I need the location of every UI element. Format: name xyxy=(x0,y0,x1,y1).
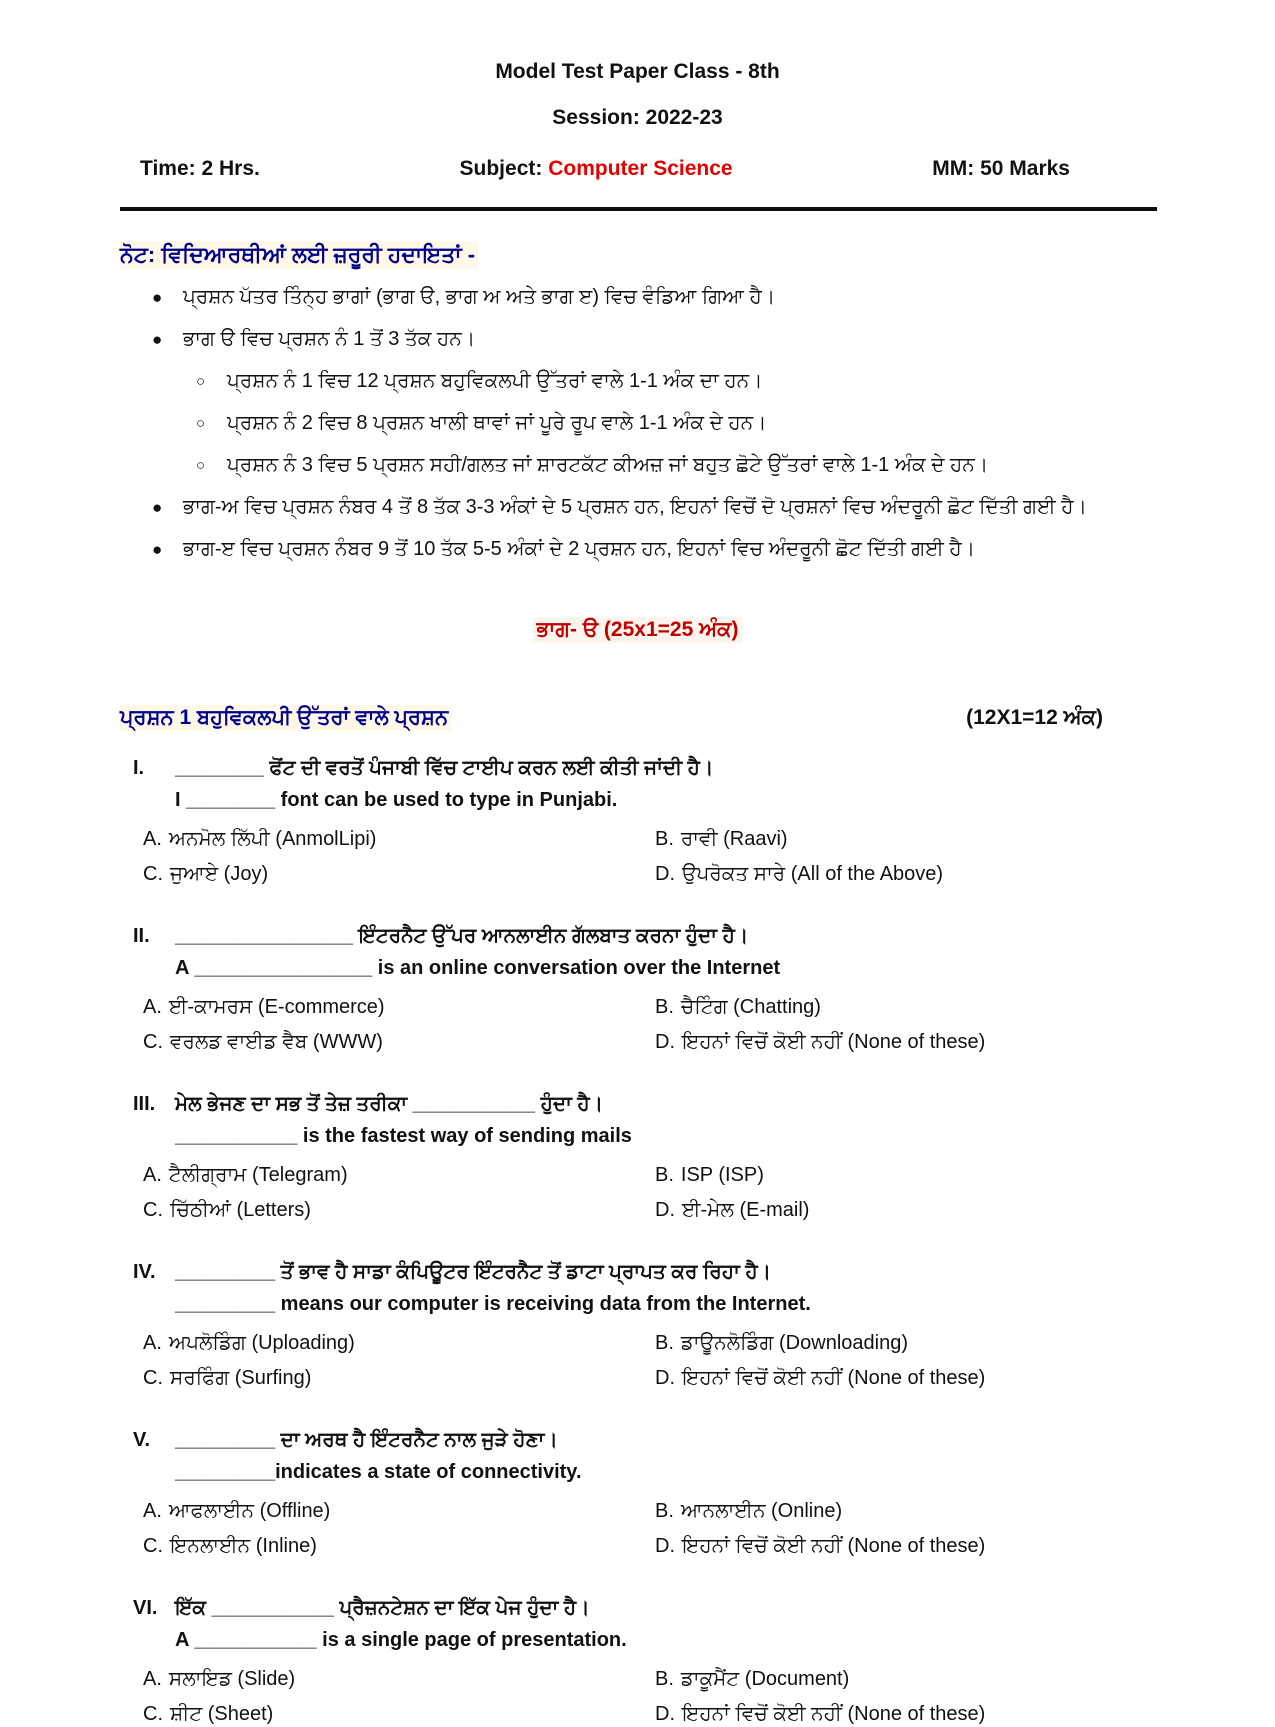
subject-label: Subject: xyxy=(459,157,543,180)
option-label: C. xyxy=(143,1031,163,1053)
instructions-list xyxy=(0,284,1275,563)
question-body xyxy=(143,755,1205,887)
option-text: ਇਹਨਾਂ ਵਿਚੋਂ ਕੋਈ ਨਹੀਂ (None of these) xyxy=(682,1031,986,1053)
question-text-english: ___________ is the fastest way of sending mails xyxy=(175,1125,632,1147)
question-text-punjabi: ________________ ਇੰਟਰਨੈਟ ਉੱਪਰ ਆਨਲਾਈਨ ਗੱਲਬਾਤ ਕਰਨਾ ਹੁੰਦਾ ਹੈ। xyxy=(175,925,749,947)
option-label: B. xyxy=(655,1500,674,1522)
question-1-heading: ਪ੍ਰਸ਼ਨ 1 ਬਹੁਵਿਕਲਪੀ ਉੱਤਰਾਂ ਵਾਲੇ ਪ੍ਰਸ਼ਨ xyxy=(120,705,451,731)
bullet-icon: ● xyxy=(152,540,163,559)
option-d xyxy=(655,1365,1205,1391)
option-label: C. xyxy=(143,1367,163,1389)
option-text: ਅਨਮੋਲ ਲਿੱਪੀ (AnmolLipi) xyxy=(168,828,377,850)
option-c xyxy=(143,1197,655,1223)
circle-bullet-icon: ○ xyxy=(196,415,206,432)
option-label: A. xyxy=(143,1500,162,1522)
option-label: B. xyxy=(655,1164,674,1186)
question-body xyxy=(143,1259,1205,1391)
instruction-item xyxy=(152,284,1205,311)
question-number: III. xyxy=(133,1093,156,1115)
session-line: Session: 2022-23 xyxy=(552,106,723,129)
option-d xyxy=(655,861,1205,887)
option-label: C. xyxy=(143,1535,163,1557)
option-text: ਸ਼ੀਟ (Sheet) xyxy=(170,1703,274,1725)
options-grid xyxy=(143,1162,1205,1223)
options-grid xyxy=(143,994,1205,1055)
subject-value: Computer Science xyxy=(548,157,733,180)
paper-info-row xyxy=(0,157,1275,181)
option-text: ਉਪਰੋਕਤ ਸਾਰੇ (All of the Above) xyxy=(682,863,944,885)
option-label: A. xyxy=(143,1332,162,1354)
option-text: ਸਰਫਿੰਗ (Surfing) xyxy=(170,1367,312,1389)
option-d xyxy=(655,1533,1205,1559)
option-label: A. xyxy=(143,1164,162,1186)
question-text-punjabi: _________ ਦਾ ਅਰਥ ਹੈ ਇੰਟਰਨੈਟ ਨਾਲ ਜੁੜੇ ਹੋਣਾ। xyxy=(175,1429,558,1451)
option-text: ਚੈਟਿੰਗ (Chatting) xyxy=(680,996,821,1018)
question-text-english: A ________________ is an online conversation over the Internet xyxy=(175,957,781,979)
option-text: ਇਹਨਾਂ ਵਿਚੋਂ ਕੋਈ ਨਹੀਂ (None of these) xyxy=(682,1703,986,1725)
instruction-text: ਪ੍ਰਸ਼ਨ ਪੱਤਰ ਤਿੰਨ੍ਹ ਭਾਗਾਂ (ਭਾਗ ੳ, ਭਾਗ ਅ ਅਤੇ ਭਾਗ ੲ) ਵਿਚ ਵੰਡਿਆ ਗਿਆ ਹੈ। xyxy=(183,286,776,308)
option-a xyxy=(143,1498,655,1524)
option-label: C. xyxy=(143,1703,163,1725)
circle-bullet-icon: ○ xyxy=(196,457,206,474)
option-text: ਅਪਲੋਡਿੰਗ (Uploading) xyxy=(168,1332,355,1354)
option-text: ਈ-ਕਾਮਰਸ (E-commerce) xyxy=(168,996,385,1018)
option-d xyxy=(655,1029,1205,1055)
question-block-3 xyxy=(133,1091,1205,1223)
instruction-text: ਪ੍ਰਸ਼ਨ ਨੰ 3 ਵਿਚ 5 ਪ੍ਰਸ਼ਨ ਸਹੀ/ਗਲਤ ਜਾਂ ਸ਼ਾਰਟਕੱਟ ਕੀਅਜ਼ ਜਾਂ ਬਹੁਤ ਛੋਟੇ ਉੱਤਰਾਂ ਵਾਲੇ 1-1 ਅੰਕ ਦੇ ਹਨ। xyxy=(227,454,989,476)
instruction-item xyxy=(152,494,1205,521)
question-text-english: _________indicates a state of connectivity. xyxy=(175,1461,582,1483)
instruction-text: ਭਾਗ-ਅ ਵਿਚ ਪ੍ਰਸ਼ਨ ਨੰਬਰ 4 ਤੋਂ 8 ਤੱਕ 3-3 ਅੰਕਾਂ ਦੇ 5 ਪ੍ਰਸ਼ਨ ਹਨ, ਇਹਨਾਂ ਵਿਚੋਂ ਦੋ ਪ੍ਰਸ਼ਨਾਂ ਵਿਚ ਅੰਦਰੂਨੀ ਛੋਟ ਦਿੱਤੀ ਗਈ ਹੈ। xyxy=(183,496,1087,518)
option-label: C. xyxy=(143,1199,163,1221)
instruction-sub-item xyxy=(196,452,1205,479)
option-c xyxy=(143,1701,655,1727)
option-label: A. xyxy=(143,1668,162,1690)
option-text: ਆਫਲਾਈਨ (Offline) xyxy=(168,1500,331,1522)
option-b xyxy=(655,1330,1205,1356)
question-block-6 xyxy=(133,1595,1205,1727)
max-marks-label: MM: 50 Marks xyxy=(932,157,1070,180)
option-b xyxy=(655,1162,1205,1188)
options-grid xyxy=(143,1498,1205,1559)
options-grid xyxy=(143,1330,1205,1391)
bullet-icon: ● xyxy=(152,498,163,517)
question-block-1 xyxy=(133,755,1205,887)
option-label: D. xyxy=(655,1199,675,1221)
option-text: ਇਹਨਾਂ ਵਿਚੋਂ ਕੋਈ ਨਹੀਂ (None of these) xyxy=(682,1535,986,1557)
option-text: ਈ-ਮੇਲ (E-mail) xyxy=(682,1199,810,1221)
instruction-text: ਭਾਗ-ੲ ਵਿਚ ਪ੍ਰਸ਼ਨ ਨੰਬਰ 9 ਤੋਂ 10 ਤੱਕ 5-5 ਅੰਕਾਂ ਦੇ 2 ਪ੍ਰਸ਼ਨ ਹਨ, ਇਹਨਾਂ ਵਿਚ ਅੰਦਰੂਨੀ ਛੋਟ ਦਿੱਤੀ ਗਈ ਹੈ। xyxy=(183,538,976,560)
option-a xyxy=(143,1162,655,1188)
question-number: IV. xyxy=(133,1261,156,1283)
option-text: ਜੁਆਏ (Joy) xyxy=(170,863,269,885)
option-d xyxy=(655,1701,1205,1727)
option-label: D. xyxy=(655,1031,675,1053)
question-text-punjabi: ________ ਫੋਂਟ ਦੀ ਵਰਤੋਂ ਪੰਜਾਬੀ ਵਿੱਚ ਟਾਈਪ ਕਰਨ ਲਈ ਕੀਤੀ ਜਾਂਦੀ ਹੈ। xyxy=(175,757,714,779)
option-label: D. xyxy=(655,863,675,885)
option-a xyxy=(143,1666,655,1692)
question-number: VI. xyxy=(133,1597,158,1619)
note-heading: ਨੋਟ: ਵਿਦਿਆਰਥੀਆਂ ਲਈ ਜ਼ਰੂਰੀ ਹਦਾਇਤਾਂ - xyxy=(120,241,1155,269)
options-grid xyxy=(143,826,1205,887)
option-b xyxy=(655,994,1205,1020)
question-1-heading-row xyxy=(120,705,1103,731)
option-label: B. xyxy=(655,1668,674,1690)
option-b xyxy=(655,1666,1205,1692)
subject-line xyxy=(460,157,733,181)
option-text: ਚਿੱਠੀਆਂ (Letters) xyxy=(170,1199,311,1221)
option-b xyxy=(655,1498,1205,1524)
option-a xyxy=(143,1330,655,1356)
question-block-5 xyxy=(133,1427,1205,1559)
option-d xyxy=(655,1197,1205,1223)
option-text: ਆਨਲਾਈਨ (Online) xyxy=(680,1500,843,1522)
option-label: A. xyxy=(143,996,162,1018)
question-number: V. xyxy=(133,1429,151,1451)
option-text: ਸਲਾਇਡ (Slide) xyxy=(168,1668,296,1690)
question-body xyxy=(143,1427,1205,1559)
option-text: ਰਾਵੀ (Raavi) xyxy=(680,828,788,850)
question-1-marks: (12X1=12 ਅੰਕ) xyxy=(966,706,1103,729)
question-text-punjabi: ਇੱਕ ___________ ਪ੍ਰੈਜ਼ਨਟੇਸ਼ਨ ਦਾ ਇੱਕ ਪੇਜ ਹੁੰਦਾ ਹੈ। xyxy=(175,1597,590,1619)
instruction-item xyxy=(152,536,1205,563)
time-label: Time: 2 Hrs. xyxy=(140,157,260,180)
question-text-punjabi: ਮੇਲ ਭੇਜਣ ਦਾ ਸਭ ਤੋਂ ਤੇਜ਼ ਤਰੀਕਾ ___________ ਹੁੰਦਾ ਹੈ। xyxy=(175,1093,604,1115)
option-label: D. xyxy=(655,1535,675,1557)
option-label: D. xyxy=(655,1703,675,1725)
question-text-english: A ___________ is a single page of presentation. xyxy=(175,1629,627,1651)
circle-bullet-icon: ○ xyxy=(196,373,206,390)
header-divider xyxy=(120,207,1157,211)
options-grid xyxy=(143,1666,1205,1727)
option-text: ਡਾਕੂਮੈਂਟ (Document) xyxy=(680,1668,850,1690)
option-text: ਇਹਨਾਂ ਵਿਚੋਂ ਕੋਈ ਨਹੀਂ (None of these) xyxy=(682,1367,986,1389)
question-text-punjabi: _________ ਤੋਂ ਭਾਵ ਹੈ ਸਾਡਾ ਕੰਪਿਊਟਰ ਇੰਟਰਨੈਟ ਤੋਂ ਡਾਟਾ ਪ੍ਰਾਪਤ ਕਰ ਰਿਹਾ ਹੈ। xyxy=(175,1261,772,1283)
option-a xyxy=(143,994,655,1020)
option-label: B. xyxy=(655,1332,674,1354)
option-text: ISP (ISP) xyxy=(680,1164,764,1186)
bullet-icon: ● xyxy=(152,330,163,349)
option-text: ਇਨਲਾਈਨ (Inline) xyxy=(170,1535,317,1557)
instruction-text: ਪ੍ਰਸ਼ਨ ਨੰ 1 ਵਿਚ 12 ਪ੍ਰਸ਼ਨ ਬਹੁਵਿਕਲਪੀ ਉੱਤਰਾਂ ਵਾਲੇ 1-1 ਅੰਕ ਦਾ ਹਨ। xyxy=(227,370,763,392)
instruction-text: ਭਾਗ ੳ ਵਿਚ ਪ੍ਰਸ਼ਨ ਨੰ 1 ਤੋਂ 3 ਤੱਕ ਹਨ। xyxy=(183,328,476,350)
option-label: C. xyxy=(143,863,163,885)
option-c xyxy=(143,1365,655,1391)
page-title: Model Test Paper Class - 8th xyxy=(495,60,780,83)
question-number: I. xyxy=(133,757,145,779)
instruction-sub-item xyxy=(196,368,1205,395)
instruction-text: ਪ੍ਰਸ਼ਨ ਨੰ 2 ਵਿਚ 8 ਪ੍ਰਸ਼ਨ ਖਾਲੀ ਥਾਵਾਂ ਜਾਂ ਪੂਰੇ ਰੂਪ ਵਾਲੇ 1-1 ਅੰਕ ਦੇ ਹਨ। xyxy=(227,412,767,434)
question-body xyxy=(143,923,1205,1055)
bullet-icon: ● xyxy=(152,288,163,307)
option-text: ਟੈਲੀਗ੍ਰਾਮ (Telegram) xyxy=(168,1164,348,1186)
option-text: ਡਾਊਨਲੋਡਿੰਗ (Downloading) xyxy=(680,1332,908,1354)
option-c xyxy=(143,1029,655,1055)
option-label: A. xyxy=(143,828,162,850)
question-text-english: I ________ font can be used to type in Punjabi. xyxy=(175,789,618,811)
option-label: B. xyxy=(655,828,674,850)
option-label: D. xyxy=(655,1367,675,1389)
instruction-sub-item xyxy=(196,410,1205,437)
option-c xyxy=(143,1533,655,1559)
option-a xyxy=(143,826,655,852)
instruction-item xyxy=(152,326,1205,353)
section-a-heading: ਭਾਗ- ੳ (25x1=25 ਅੰਕ) xyxy=(0,617,1275,643)
option-text: ਵਰਲਡ ਵਾਈਡ ਵੈਬ (WWW) xyxy=(170,1031,383,1053)
option-c xyxy=(143,861,655,887)
question-number: II. xyxy=(133,925,150,947)
option-label: B. xyxy=(655,996,674,1018)
question-block-4 xyxy=(133,1259,1205,1391)
question-text-english: _________ means our computer is receiving data from the Internet. xyxy=(175,1293,811,1315)
option-b xyxy=(655,826,1205,852)
question-block-2 xyxy=(133,923,1205,1055)
